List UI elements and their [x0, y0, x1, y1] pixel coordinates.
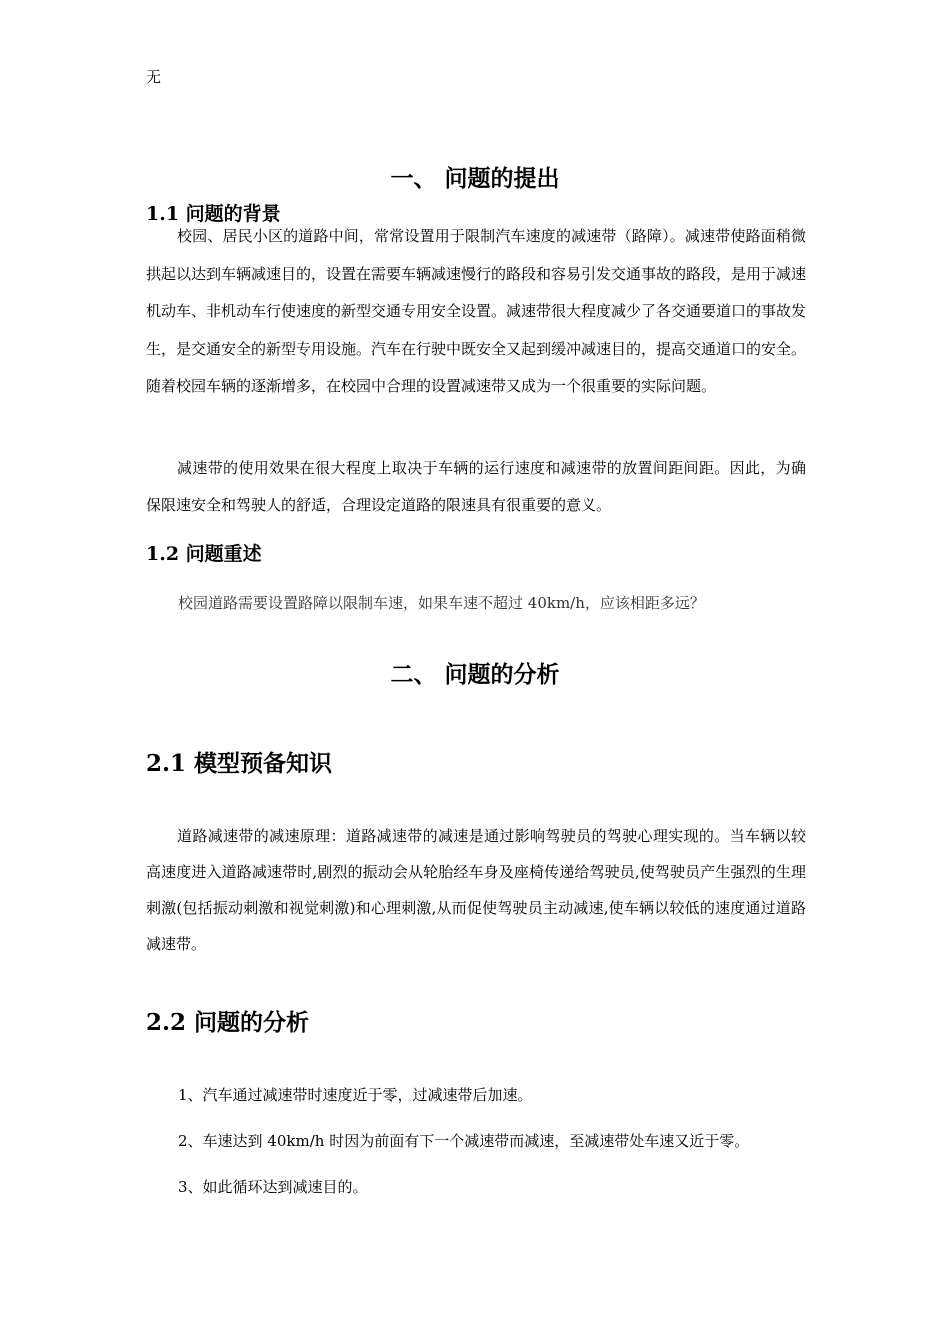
background-paragraph-1: 校园、居民小区的道路中间，常常设置用于限制汽车速度的减速带（路障）。减速带使路面稍微拱起以达到车辆减速目的，设置在需要车辆减速慢行的路段和容易引发交通事故的路段，是用于减速机动车、非机动车行使速度的新型交通专用安全设置。减速带很大程度减少了各交通要道口的事故发生，是交通安全的新型专用设施。汽车在行驶中既安全又起到缓冲减速目的，提高交通道口的安全。随着校园车辆的逐渐增多，在校园中合理的设置减速带又成为一个很重要的实际问题。 [146, 227, 807, 395]
subsection-1-1-heading: 1.1 问题的背景 [146, 203, 281, 225]
section-2-title: 二、 问题的分析 [390, 661, 560, 688]
subsection-2-1-heading: 2.1 模型预备知识 [146, 750, 333, 777]
prior-knowledge-paragraph: 道路减速带的减速原理：道路减速带的减速是通过影响驾驶员的驾驶心理实现的。当车辆以较高速度进入道路减速带时,剧烈的振动会从轮胎经车身及座椅传递给驾驶员,使驾驶员产生强烈的生理刺激(包括振动刺激和视觉刺激)和心理刺激,从而促使驾驶员主动减速,使车辆以较低的速度通过道路减速带。 [146, 827, 806, 953]
restatement-paragraph: 校园道路需要设置路障以限制车速，如果车速不超过 40km/h，应该相距多远？ [178, 594, 705, 612]
background-paragraph-2: 减速带的使用效果在很大程度上取决于车辆的运行速度和减速带的放置间距间距。因此，为确保限速安全和驾驶人的舒适，合理设定道路的限速具有很重要的意义。 [146, 459, 806, 514]
analysis-item-1: 1、汽车通过减速带时速度近于零，过减速带后加速。 [178, 1086, 533, 1104]
analysis-item-2: 2、车速达到 40km/h 时因为前面有下一个减速带而减速，至减速带处车速又近于零。 [178, 1132, 750, 1150]
subsection-2-2-heading: 2.2 问题的分析 [146, 1009, 310, 1036]
subsection-1-2-heading: 1.2 问题重述 [146, 543, 262, 565]
analysis-item-3: 3、如此循环达到减速目的。 [178, 1178, 368, 1196]
section-1-title: 一、 问题的提出 [390, 165, 560, 192]
header-text: 无 [146, 68, 162, 86]
